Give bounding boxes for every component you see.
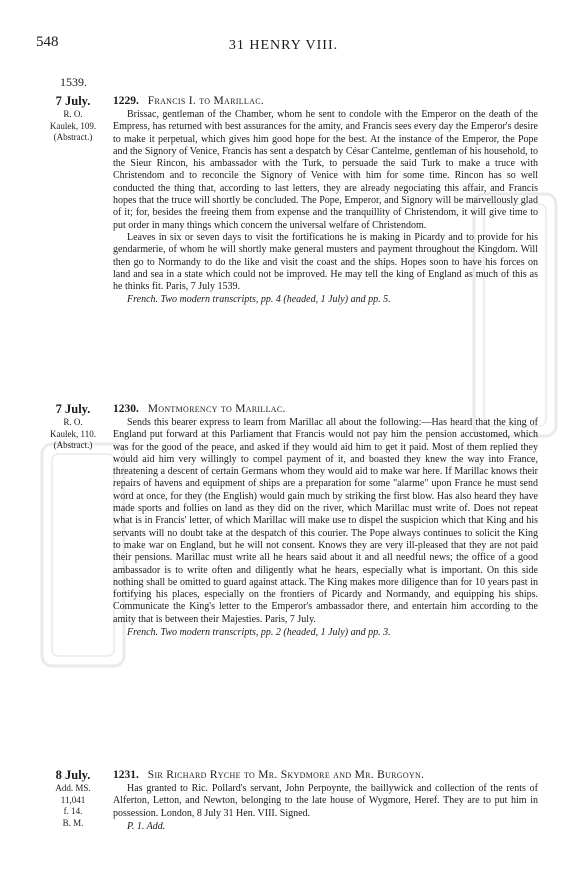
- source-ref: (Abstract.): [53, 132, 93, 142]
- entry-note: P. 1. Add.: [127, 820, 166, 832]
- source-ref: Kaulek, 110.: [50, 428, 96, 439]
- entry-paragraph: Has granted to Ric. Pollard's servant, John Perpoynte, the baillywick and collection of the rents of Alferton, Letton, and Newton, belonging to the late house of Wygmore, Heref. They are to put him in possession. London, 8 July 31 Hen. VIII. Signed.: [113, 783, 538, 819]
- source-ref: R. O.: [63, 109, 83, 119]
- source-ref: 11,041: [60, 794, 86, 805]
- year-heading: 1539.: [60, 75, 87, 89]
- entry-title: Sir Richard Ryche to Mr. Skydmore and Mr. Burgoyn.: [147, 769, 425, 781]
- entry-note: French. Two modern transcripts, pp. 2 (headed, 1 July) and pp. 3.: [127, 627, 391, 639]
- source-ref: B. M.: [62, 817, 84, 828]
- entry-title: Montmorency to Marillac.: [147, 403, 286, 415]
- entry-body: [113, 94, 538, 307]
- margin-notes: [40, 768, 106, 828]
- source-ref: R. O.: [63, 417, 83, 427]
- entry-number: 1230.: [113, 403, 139, 415]
- entry-paragraph: Leaves in six or seven days to visit the fortifications he is making in Picardy and to provide for his gendarmerie, of whom he will shortly make general musters and payment throughout the Kingdom. Will then go to Normandy to do the like and visit the coast and the ships. Hopes soon to have his forces on land and sea in a state which could not be improved. He may tell the king of England as much of this as he thinks fit. Paris, 7 July 1539.: [113, 231, 538, 293]
- entry-heading: [113, 768, 538, 782]
- entry-title: Francis I. to Marillac.: [147, 95, 264, 107]
- source-ref: f. 14.: [63, 806, 83, 816]
- source-ref: Add. MS.: [55, 783, 91, 793]
- source-ref: Kaulek, 109.: [49, 120, 97, 131]
- entry-date: 7 July.: [55, 94, 91, 108]
- entry-number: 1229.: [113, 95, 139, 107]
- margin-notes: [40, 94, 106, 143]
- entry-date: 7 July.: [55, 402, 91, 416]
- running-head: 31 HENRY VIII.: [228, 38, 339, 53]
- entry-date: 8 July.: [55, 768, 91, 782]
- entry-heading: [113, 94, 538, 108]
- entry-paragraph: Sends this bearer express to learn from Marillac all about the following:—Has heard that the king of England put forward at this Parliament that Francis would not pay him the pension accustomed, which was for the good of the peace, and asked if they would aid him to get it paid. Most of them replied they would aid him very willingly to compel payment of it, and boasted they knew the way into France, threatening a descent of certain Germans whom they would aid to make war here. If Marillac knows their repairs of havens and equipment of ships are a preparation for some "alarme" upon France he must send word at once, for they (the English) would gain much by striking the first blow. Has also heard they have made sports and follies on land as they did on the river, which Marillac must write of. Does not repeat what is in Francis' letter, of which Marillac will make use to dispel the suspicion which that King and his servants will no doubt take at the despatch of this courier. The Pope always continues to solicit the King to make war on England, but he will not consent. Knows they are very ill-pleased that they are not paid their pensions. Marillac must write all he hears said about it and all needful news; the office of a good ambassador is to write often and diligently what he hears, especially what is important. On this side nothing shall be omitted to guard against attack. The King makes more diligence than for 10 years past in fortifying his places, especially on the frontiers of Picardy and Normandy, and equipping his ships. Communicate the King's letter to the Emperor's ambassador there, and entertain him according to the amity that is between their Majesties. Paris, 7 July.: [113, 417, 538, 625]
- margin-notes: [40, 402, 106, 451]
- entry-body: [113, 402, 538, 639]
- entry-number: 1231.: [113, 769, 139, 781]
- entry-note: French. Two modern transcripts, pp. 4 (headed, 1 July) and pp. 5.: [127, 294, 391, 306]
- entry-paragraph: Brissac, gentleman of the Chamber, whom he sent to condole with the Emperor on the death of the Empress, has returned with best assurances for the amity, and Francis sees every day the Emperor's desire to make it perpetual, which gives him good hope for the best. At the instance of the Emperor, the Pope and the Signory of Venice, Francis has sent a despatch by César Cantelme, gentleman of his household, to the Sieur Rincon, his ambassador with the Turk, to persuade the said Turk to make a truce with Christendom and to reconcile the Signory of Venice with him for some time. Rincon has so well conducted the thing that, according to last letters, they are already negociating this affair, and Francis hopes that the truce will shortly be concluded. The Pope, Emperor, and Signory will be marvellously glad of it; for, besides the freeing them from expense and the tranquillity of Christendom, it will give time to put order in many things which concern the universal welfare of Christendom.: [113, 109, 538, 231]
- page-number: 548: [36, 34, 59, 50]
- entry-body: [113, 768, 538, 833]
- entry-heading: [113, 402, 538, 416]
- source-ref: (Abstract.): [53, 440, 93, 450]
